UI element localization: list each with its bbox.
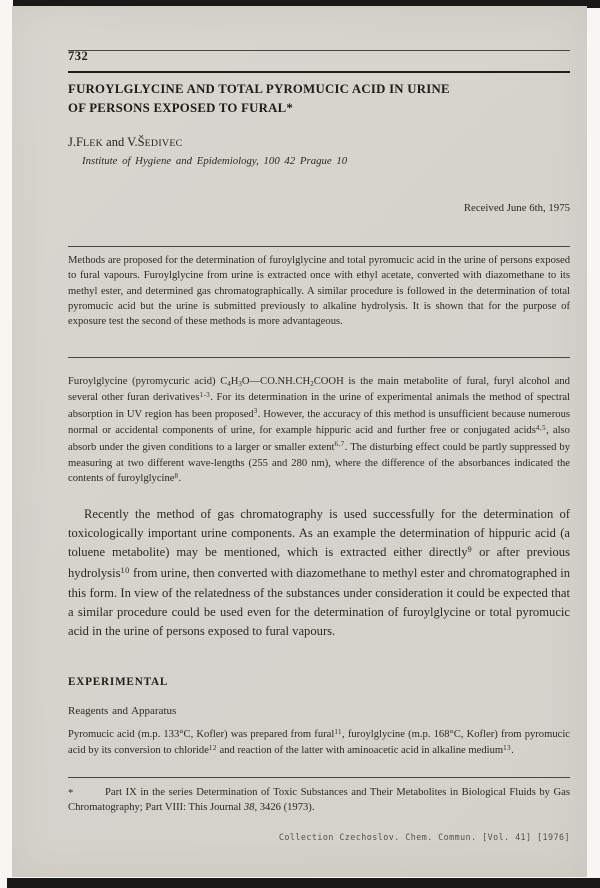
abstract-rule-bottom [68, 357, 570, 358]
footnote [68, 785, 570, 816]
reagents-subheading: Reagents and Apparatus [68, 705, 177, 717]
journal-citation: Collection Czechoslov. Chem. Commun. [Vol. 41] [1976] [278, 832, 570, 842]
page-number: 732 [68, 49, 89, 63]
affiliation: Institute of Hygiene and Epidemiology, 100 42 Prague 10 [82, 155, 348, 167]
article-title [68, 80, 548, 117]
footnote-text: Part IX in the series Determination of Toxic Substances and Their Metabolites in Biological Fluids by Gas Chromatography; Part VIII: This Journal 38, 3426 (1973). [68, 787, 570, 814]
article-title-line1: FUROYLGLYCINE AND TOTAL PYROMUCIC ACID IN URINE [68, 82, 450, 96]
header-rule-thick [68, 71, 570, 73]
reagents-paragraph: Pyromucic acid (m.p. 133°C, Kofler) was prepared from fural$^{11}$, furoylglycine (m.p. 168°C, Kofler) from pyromucic acid by its conversion to chloride$^{12}$ and reaction of the latter with aminoacetic acid in alkaline medium$^{13}$. [68, 727, 570, 757]
abstract-text: Methods are proposed for the determination of furoylglycine and total pyromucic acid in the urine of persons exposed to fural vapours. Furoylglycine from urine is extracted once with ethyl acetate, converted with diazomethane to its methyl ester, and determined gas chromatographically. A similar procedure is followed in the determination of total pyromucic acid but the urine is submitted previously to alkaline hydrolysis. It is shown that for the purpose of exposure test the second of these methods is more advantageous. [68, 255, 570, 328]
authors: J.FLEK and V.ŠEDIVEC [68, 135, 183, 149]
intro-paragraph-1: Furoylglycine (pyromycuric acid) C4H3O—CO.NH.CH2COOH is the main metabolite of fural, furyl alcohol and several other furan derivatives$^{1-3}$. For its determination in the urine of experimental animals the method of spectral absorption in UV region has been proposed$^3$. However, the accuracy of this method is unsufficient because numerous normal or accidental components of urine, for example hippuric acid and further free or conjugated acids$^{4,5}$, also absorb under the given conditions to a larger or smaller extent$^{6,7}$. The disturbing effect could be partly suppressed by measuring at two different wave-lengths (255 and 280 nm), where the difference of the absorbances indicated the contents of furoylglycine$^8$. [68, 376, 570, 485]
scan-edge-bottom [7, 878, 600, 888]
article-title-line2: OF PERSONS EXPOSED TO FURAL* [68, 100, 294, 115]
scanned-page [12, 6, 587, 877]
footnote-marker: * [68, 788, 74, 799]
intro-paragraph-2: Recently the method of gas chromatography is used successfully for the determination of toxicologically important urine components. As an example the determination of hippuric acid (a toluene metabolite) may be mentioned, which is extracted either directly$^9$ or after previous hydrolysis$^{10}$ from urine, then converted with diazomethane to methyl ester and chromatographed in this form. In view of the relatedness of the substances under consideration it could be expected that a similar procedure could be used even for the determination of furoylglycine or total pyromucic acid in the urine of persons exposed to fural vapours. [68, 507, 570, 639]
header-rule-thin [68, 50, 570, 51]
footnote-rule [68, 777, 570, 778]
abstract-rule-top [68, 246, 570, 247]
received-date: Received June 6th, 1975 [463, 202, 570, 214]
experimental-heading: EXPERIMENTAL [68, 676, 169, 688]
page-content [68, 6, 570, 877]
